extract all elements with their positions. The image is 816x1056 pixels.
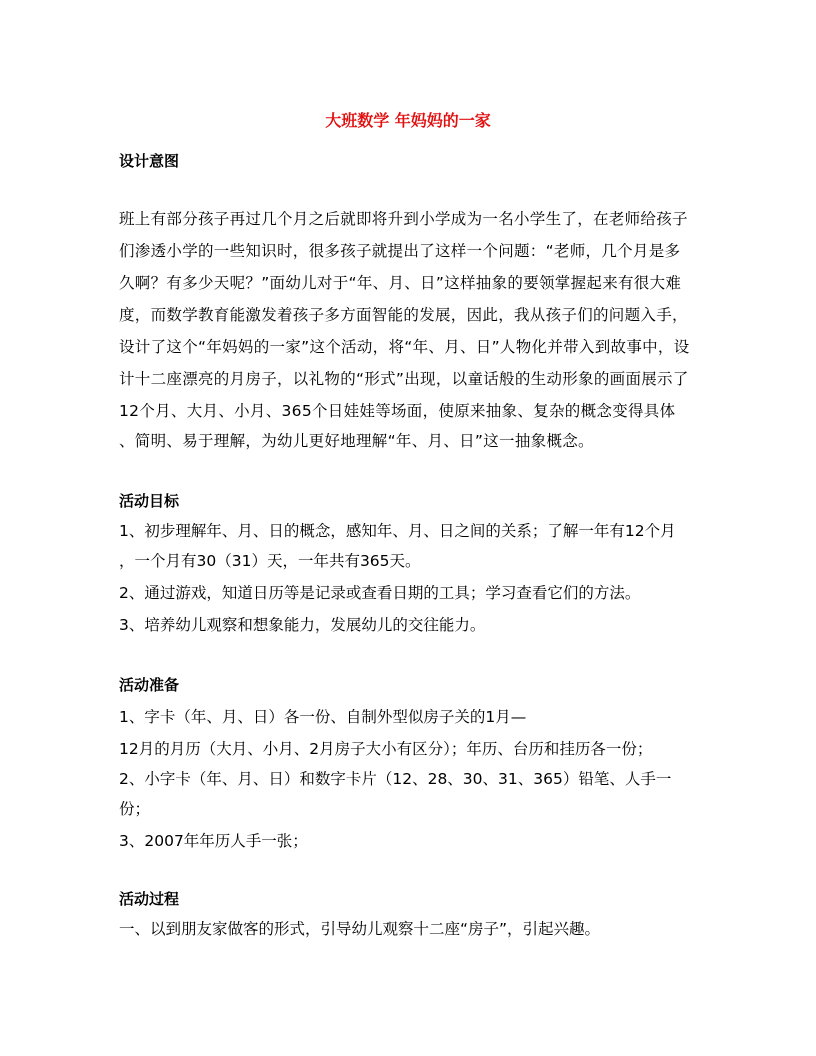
section-heading-design-intent: 设计意图 [119, 152, 180, 170]
paragraph-line: 12个月、大月、小月、365个日娃娃等场面，使原来抽象、复杂的概念变得具体 [119, 402, 676, 420]
section-heading-preparation: 活动准备 [119, 676, 180, 694]
paragraph-line: 、简明、易于理解，为幼儿更好地理解“年、月、日”这一抽象概念。 [119, 432, 594, 450]
list-item: 3、培养幼儿观察和想象能力，发展幼儿的交往能力。 [119, 616, 486, 634]
list-item: 1、字卡（年、月、日）各一份、自制外型似房子关的1月— [119, 708, 527, 726]
paragraph-line: 班上有部分孩子再过几个月之后就即将升到小学成为一名小学生了，在老师给孩子 [119, 210, 688, 228]
paragraph-line: 设计了这个“年妈妈的一家”这个活动，将“年、月、日”人物化并带入到故事中，设 [119, 338, 690, 356]
paragraph-line: 们渗透小学的一些知识时，很多孩子就提出了这样一个问题：“老师，几个月是多 [119, 242, 681, 260]
list-item: 1、初步理解年、月、日的概念，感知年、月、日之间的关系；了解一年有12个月 [119, 522, 676, 540]
section-heading-goals: 活动目标 [119, 492, 180, 510]
paragraph-line: 度，而数学教育能激发着孩子多方面智能的发展，因此，我从孩子们的问题入手， [119, 306, 688, 324]
list-item: 份； [119, 800, 151, 818]
list-item: ，一个月有30（31）天，一年共有365天。 [119, 552, 421, 570]
paragraph-line: 久啊？有多少天呢？”面幼儿对于“年、月、日”这样抽象的要领掌握起来有很大难 [119, 274, 682, 292]
list-item: 一、以到朋友家做客的形式，引导幼儿观察十二座“房子”，引起兴趣。 [119, 920, 601, 938]
list-item: 2、通过游戏，知道日历等是记录或查看日期的工具；学习查看它们的方法。 [119, 584, 641, 602]
list-item: 2、小字卡（年、月、日）和数字卡片（12、28、30、31、365）铅笔、人手一 [119, 770, 672, 788]
list-item: 12月的月历（大月、小月、2月房子大小有区分）；年历、台历和挂历各一份； [119, 740, 653, 758]
section-heading-process: 活动过程 [119, 890, 180, 908]
document-title: 大班数学 年妈妈的一家 [325, 111, 491, 130]
list-item: 3、2007年年历人手一张； [119, 832, 308, 850]
paragraph-line: 计十二座漂亮的月房子，以礼物的“形式”出现，以童话般的生动形象的画面展示了 [119, 370, 689, 388]
